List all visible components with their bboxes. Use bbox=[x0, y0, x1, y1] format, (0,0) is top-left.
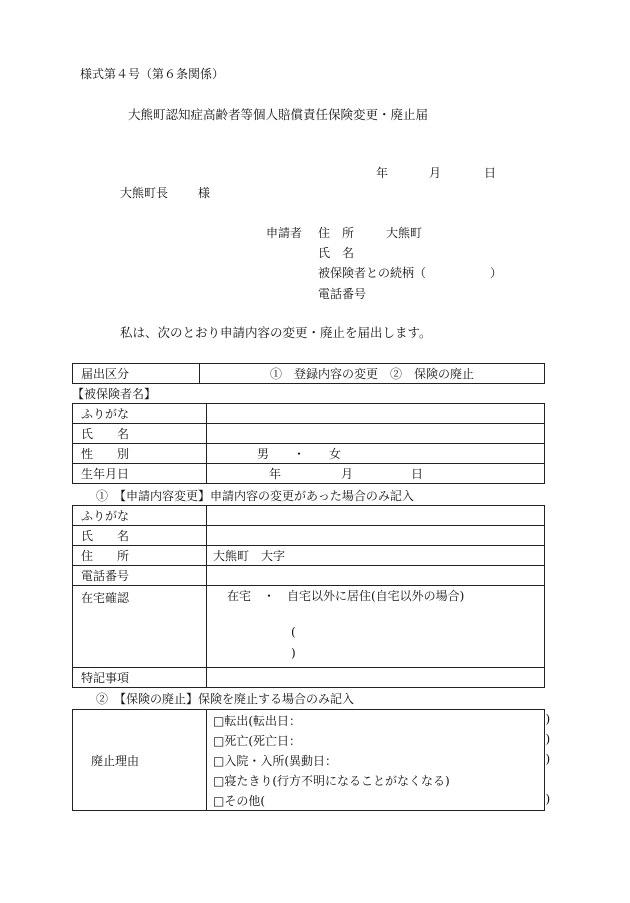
change-home-value: 在宅 ・ 自宅以外に居住(自宅以外の場合) bbox=[227, 589, 465, 603]
insured-birth-field[interactable] bbox=[207, 464, 545, 484]
reason-moved: □転出(転出日： bbox=[213, 713, 302, 728]
change-table bbox=[72, 505, 545, 688]
category-label: 届出区分 bbox=[73, 364, 200, 384]
change-address-value: 大熊町 大字 bbox=[213, 549, 286, 563]
change-phone-label: 電話番号 bbox=[73, 566, 207, 586]
change-phone-field[interactable] bbox=[207, 566, 545, 586]
change-home-paren-open: ( bbox=[291, 625, 296, 639]
change-home-label: 在宅確認 bbox=[73, 586, 207, 668]
insured-gender-value: 男 ・ 女 bbox=[257, 447, 342, 461]
cancel-reason-label: 廃止理由 bbox=[73, 710, 207, 811]
change-heading: ① 【申請内容変更】申請内容の変更があった場合のみ記入 bbox=[96, 489, 414, 503]
applicant-name-label: 氏 名 bbox=[318, 246, 355, 260]
category-value: ① 登録内容の変更 ② 保険の廃止 bbox=[200, 364, 545, 384]
change-name-field[interactable] bbox=[207, 526, 545, 546]
statement: 私は、次のとおり申請内容の変更・廃止を届出します。 bbox=[120, 325, 432, 340]
category-table bbox=[72, 363, 545, 384]
insured-table bbox=[72, 403, 545, 484]
insured-name-label: 氏 名 bbox=[73, 424, 207, 444]
insured-gender-label: 性 別 bbox=[73, 444, 207, 464]
change-name-label: 氏 名 bbox=[73, 526, 207, 546]
date-day-label: 日 bbox=[484, 166, 497, 180]
applicant-phone-label: 電話番号 bbox=[318, 287, 367, 301]
reason-bedridden: □寝たきり(行方不明になることがなくなる) bbox=[213, 773, 450, 788]
reason-death: □死亡(死亡日： bbox=[213, 733, 302, 748]
date-year-label: 年 bbox=[376, 166, 389, 180]
insured-birth-year: 年 bbox=[269, 467, 282, 481]
change-furigana-label: ふりがな bbox=[73, 506, 207, 526]
insured-furigana-label: ふりがな bbox=[73, 404, 207, 424]
change-notes-label: 特記事項 bbox=[73, 668, 207, 688]
change-address-field[interactable] bbox=[207, 546, 545, 566]
insured-furigana-field[interactable] bbox=[207, 404, 545, 424]
reason-moved-row[interactable]: □転出(転出日： ) bbox=[207, 710, 545, 731]
form-number: 様式第４号（第６条関係） bbox=[80, 67, 225, 81]
change-home-field[interactable] bbox=[207, 586, 545, 668]
applicant-relation-close: ） bbox=[490, 266, 503, 280]
applicant-address-value: 大熊町 bbox=[386, 226, 423, 240]
cancel-table bbox=[72, 709, 551, 811]
insured-birth-label: 生年月日 bbox=[73, 464, 207, 484]
date-month-label: 月 bbox=[429, 166, 442, 180]
insured-gender-field[interactable] bbox=[207, 444, 545, 464]
reason-bedridden-row[interactable] bbox=[207, 770, 545, 790]
insured-birth-month: 月 bbox=[341, 467, 354, 481]
form-title: 大熊町認知症高齢者等個人賠償責任保険変更・廃止届 bbox=[128, 107, 429, 122]
applicant-relation-label: 被保険者との続柄（ bbox=[318, 266, 427, 280]
addressee-name: 大熊町長 bbox=[120, 186, 169, 200]
reason-other-row[interactable]: □その他( ) bbox=[207, 790, 545, 811]
insured-birth-day: 日 bbox=[411, 467, 424, 481]
reason-other: □その他( bbox=[213, 793, 266, 808]
applicant-label: 申請者 bbox=[266, 226, 303, 240]
reason-admission: □入院・入所(異動日： bbox=[213, 753, 338, 768]
cancel-heading: ② 【保険の廃止】保険を廃止する場合のみ記入 bbox=[96, 692, 355, 706]
change-home-paren-close: ) bbox=[291, 646, 296, 660]
addressee-honorific: 様 bbox=[198, 186, 211, 200]
change-furigana-field[interactable] bbox=[207, 506, 545, 526]
applicant-address-label: 住 所 bbox=[318, 226, 355, 240]
reason-admission-row[interactable]: □入院・入所(異動日： ) bbox=[207, 750, 545, 770]
insured-name-field[interactable] bbox=[207, 424, 545, 444]
reason-death-row[interactable]: □死亡(死亡日： ) bbox=[207, 730, 545, 750]
change-notes-field[interactable] bbox=[207, 668, 545, 688]
change-address-label: 住 所 bbox=[73, 546, 207, 566]
insured-heading: 【被保険者名】 bbox=[72, 387, 157, 401]
